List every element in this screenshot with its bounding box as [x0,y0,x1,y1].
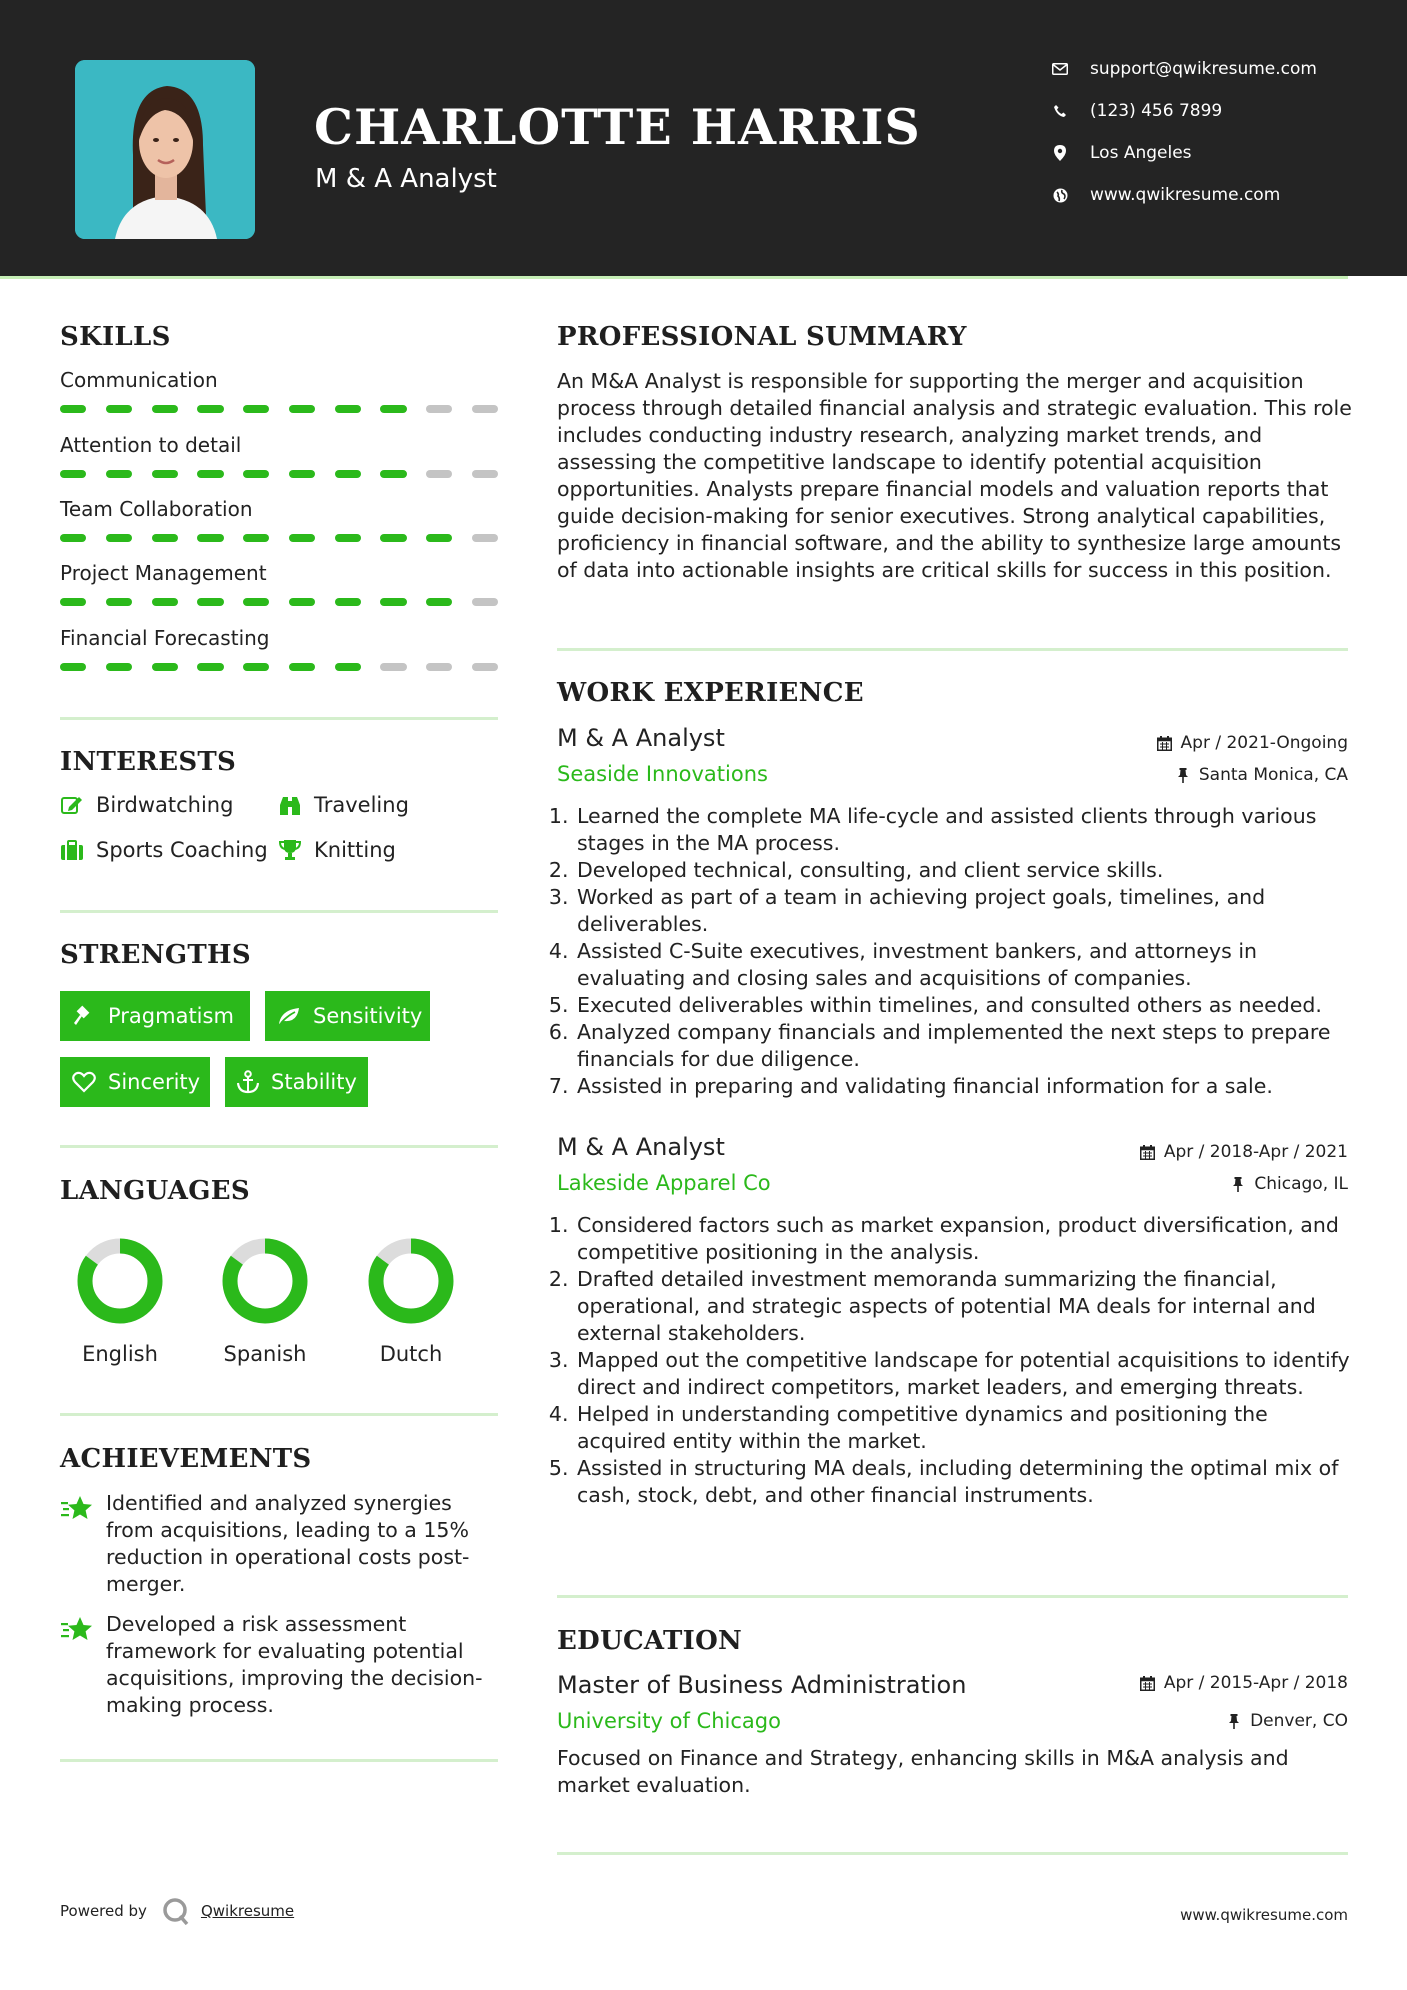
language-label: Dutch [379,1342,443,1366]
section-divider [60,1413,498,1416]
contact-website-text: www.qwikresume.com [1090,185,1281,205]
skill-segment-filled [243,405,269,413]
education-location-text: Denver, CO [1250,1711,1348,1731]
job-location [1175,765,1348,785]
skill-segment-empty [472,470,498,478]
skill-rating-bar [60,405,498,413]
skill-segment-filled [380,598,406,606]
globe-icon [1050,185,1070,205]
pushpin-icon [1226,1713,1242,1729]
contact-phone-text: (123) 456 7899 [1090,101,1223,121]
section-divider [557,1852,1348,1855]
skill-label: Communication [60,368,218,392]
strength-badge [265,991,430,1041]
skill-segment-filled [106,470,132,478]
star-badge-icon [60,1492,94,1526]
skill-segment-empty [380,663,406,671]
language-proficiency-ring [222,1238,308,1324]
skill-segment-filled [426,534,452,542]
skill-rating-bar [60,663,498,671]
language-proficiency-ring [368,1238,454,1324]
achievements-title: ACHIEVEMENTS [60,1444,312,1474]
job-title: M & A Analyst [557,724,725,752]
responsibility-item: 4. Assisted C-Suite executives, investment bankers, and attorneys in evaluating and closing sales and acquisitions of companies. [575,938,1357,992]
degree-title: Master of Business Administration [557,1671,967,1699]
skill-rating-bar [60,534,498,542]
education-dates-text: Apr / 2015-Apr / 2018 [1163,1673,1348,1693]
strength-label: Sensitivity [313,1004,423,1028]
language-label: English [82,1342,158,1366]
skill-segment-filled [335,534,361,542]
summary-title: PROFESSIONAL SUMMARY [557,322,967,352]
briefcase-icon [60,838,84,862]
skill-segment-filled [60,405,86,413]
skill-segment-filled [243,663,269,671]
responsibility-item: 3. Mapped out the competitive landscape for potential acquisitions to identify direct and indirect competitors, market leaders, and emerging threats. [575,1347,1357,1401]
skill-segment-filled [152,534,178,542]
skill-segment-empty [472,405,498,413]
job-responsibilities [557,1212,1357,1509]
qwikresume-logo-icon [161,1896,191,1926]
responsibility-item: 6. Analyzed company financials and implemented the next steps to prepare financials for due diligence. [575,1019,1357,1073]
skill-segment-filled [289,598,315,606]
achievement-item [60,1490,500,1598]
responsibility-item: 1. Considered factors such as market expansion, product diversification, and competitive positioning in the analysis. [575,1212,1357,1266]
job-company: Lakeside Apparel Co [557,1171,771,1195]
skill-segment-filled [289,534,315,542]
job-dates-text: Apr / 2021-Ongoing [1180,733,1348,753]
interest-item [278,838,396,862]
education-dates [1140,1673,1348,1693]
skill-segment-filled [106,663,132,671]
job-title: M & A Analyst [557,1133,725,1161]
interest-label: Birdwatching [96,793,234,817]
strength-badge [225,1057,368,1107]
strengths-title: STRENGTHS [60,940,251,970]
achievement-text: Developed a risk assessment framework for evaluating potential acquisitions, improving the decision-making process. [106,1612,483,1717]
responsibility-item: 3. Worked as part of a team in achieving project goals, timelines, and deliverables. [575,884,1357,938]
language-label: Spanish [223,1342,307,1366]
skill-segment-empty [426,405,452,413]
job-dates-text: Apr / 2018-Apr / 2021 [1163,1142,1348,1162]
skill-segment-filled [243,598,269,606]
interest-label: Traveling [314,793,409,817]
skill-segment-filled [60,663,86,671]
skill-segment-filled [289,405,315,413]
star-badge-icon [60,1613,94,1647]
skill-label: Project Management [60,561,267,585]
strength-badge [60,991,250,1041]
anchor-icon [237,1070,259,1094]
leaf-icon [277,1004,301,1028]
contact-email-text: support@qwikresume.com [1090,59,1317,79]
skill-segment-empty [472,598,498,606]
education-title: EDUCATION [557,1626,743,1656]
contact-email[interactable] [1050,54,1317,84]
skill-label: Financial Forecasting [60,626,270,650]
responsibility-item: 4. Helped in understanding competitive dynamics and positioning the acquired entity within the market. [575,1401,1357,1455]
skill-segment-filled [335,470,361,478]
calendar-icon [1140,1675,1156,1691]
skill-segment-filled [152,598,178,606]
skill-segment-empty [472,663,498,671]
interest-item [60,838,268,862]
strength-label: Pragmatism [108,1004,234,1028]
skill-segment-filled [197,534,223,542]
job-location-text: Santa Monica, CA [1198,765,1348,785]
interest-item [60,793,233,817]
achievement-item [60,1611,500,1719]
header-divider [0,276,1348,279]
skill-segment-filled [380,534,406,542]
school-name: University of Chicago [557,1709,781,1733]
education-location [1226,1711,1348,1731]
footer-powered-by [60,1896,294,1926]
skill-segment-filled [426,598,452,606]
job-dates [1157,733,1348,753]
job-dates [1140,1142,1348,1162]
section-divider [60,1759,498,1762]
binoculars-icon [278,793,302,817]
job-location-text: Chicago, IL [1254,1174,1348,1194]
contact-location [1050,138,1192,168]
pushpin-icon [1230,1176,1246,1192]
map-marker-icon [1050,143,1070,163]
job-company: Seaside Innovations [557,762,768,786]
skill-segment-filled [380,470,406,478]
education-description: Focused on Finance and Strategy, enhancing skills in M&A analysis and market evaluation. [557,1746,1289,1797]
profile-photo [75,60,255,239]
skill-segment-filled [380,405,406,413]
responsibility-item: 5. Executed deliverables within timelines, and consulted others as needed. [575,992,1357,1019]
skill-segment-filled [152,470,178,478]
edit-icon [60,793,84,817]
experience-title: WORK EXPERIENCE [557,678,864,708]
contact-website[interactable] [1050,180,1280,210]
responsibility-item: 1. Learned the complete MA life-cycle and assisted clients through various stages in the MA process. [575,803,1357,857]
heart-icon [72,1070,96,1094]
skill-segment-empty [426,470,452,478]
pushpin-icon [1175,767,1191,783]
candidate-name: CHARLOTTE HARRIS [314,98,921,156]
job-location [1230,1174,1348,1194]
calendar-icon [1140,1144,1156,1160]
skill-segment-filled [106,534,132,542]
skill-segment-filled [197,663,223,671]
calendar-icon [1157,735,1173,751]
contact-location-text: Los Angeles [1090,143,1192,163]
section-divider [60,717,498,720]
responsibility-item: 7. Assisted in preparing and validating financial information for a sale. [575,1073,1357,1100]
skill-segment-filled [60,598,86,606]
summary-text: An M&A Analyst is responsible for supporting the merger and acquisition process through detailed financial analysis and strategic evaluation. This role includes conducting industry research, analyzing market trends, and assessing the competitive landscape to identify potential acquisition opportunities. Analysts prepare financial models and valuation reports that guide decision-making for senior executives. Strong analytical capabilities, proficiency in financial software, and the ability to synthesize large amounts of data into actionable insights are critical skills for success in this position. [557,369,1352,582]
trophy-icon [278,838,302,862]
footer-brand-link[interactable]: Qwikresume [200,1902,295,1920]
skill-segment-filled [60,470,86,478]
responsibility-item: 2. Drafted detailed investment memoranda summarizing the financial, operational, and strategic aspects of potential MA deals for internal and external stakeholders. [575,1266,1357,1347]
skill-segment-filled [335,405,361,413]
job-responsibilities [557,803,1357,1100]
language-proficiency-ring [77,1238,163,1324]
section-divider [557,1595,1348,1598]
skill-label: Attention to detail [60,433,242,457]
skill-segment-filled [335,663,361,671]
skill-segment-filled [243,534,269,542]
skill-segment-filled [152,663,178,671]
skill-segment-filled [197,598,223,606]
envelope-icon [1050,59,1070,79]
interest-label: Sports Coaching [96,838,268,862]
interests-title: INTERESTS [60,747,237,777]
skill-segment-filled [289,663,315,671]
footer-website[interactable]: www.qwikresume.com [1180,1906,1348,1924]
responsibility-item: 2. Developed technical, consulting, and client service skills. [575,857,1357,884]
strength-badge [60,1057,210,1107]
skill-rating-bar [60,598,498,606]
achievement-text: Identified and analyzed synergies from acquisitions, leading to a 15% reduction in operational costs post-merger. [106,1491,470,1596]
strength-label: Stability [271,1070,357,1094]
skill-segment-filled [152,405,178,413]
skill-label: Team Collaboration [60,497,253,521]
phone-icon [1050,101,1070,121]
interest-label: Knitting [314,838,396,862]
skill-segment-filled [335,598,361,606]
contact-phone[interactable] [1050,96,1222,126]
candidate-role: M & A Analyst [315,164,497,194]
section-divider [60,910,498,913]
skills-title: SKILLS [60,322,171,352]
skill-segment-empty [426,663,452,671]
interest-item [278,793,409,817]
section-divider [557,648,1348,651]
languages-title: LANGUAGES [60,1176,250,1206]
gavel-icon [72,1004,96,1028]
skill-segment-filled [289,470,315,478]
strength-label: Sincerity [108,1070,201,1094]
skill-segment-filled [197,405,223,413]
skill-segment-filled [197,470,223,478]
skill-segment-filled [60,534,86,542]
skill-segment-filled [243,470,269,478]
skill-segment-filled [106,598,132,606]
skill-rating-bar [60,470,498,478]
section-divider [60,1145,498,1148]
resume-header [0,0,1407,276]
skill-segment-filled [106,405,132,413]
powered-by-text: Powered by [60,1902,147,1920]
responsibility-item: 5. Assisted in structuring MA deals, including determining the optimal mix of cash, stock, debt, and other financial instruments. [575,1455,1357,1509]
skill-segment-empty [472,534,498,542]
